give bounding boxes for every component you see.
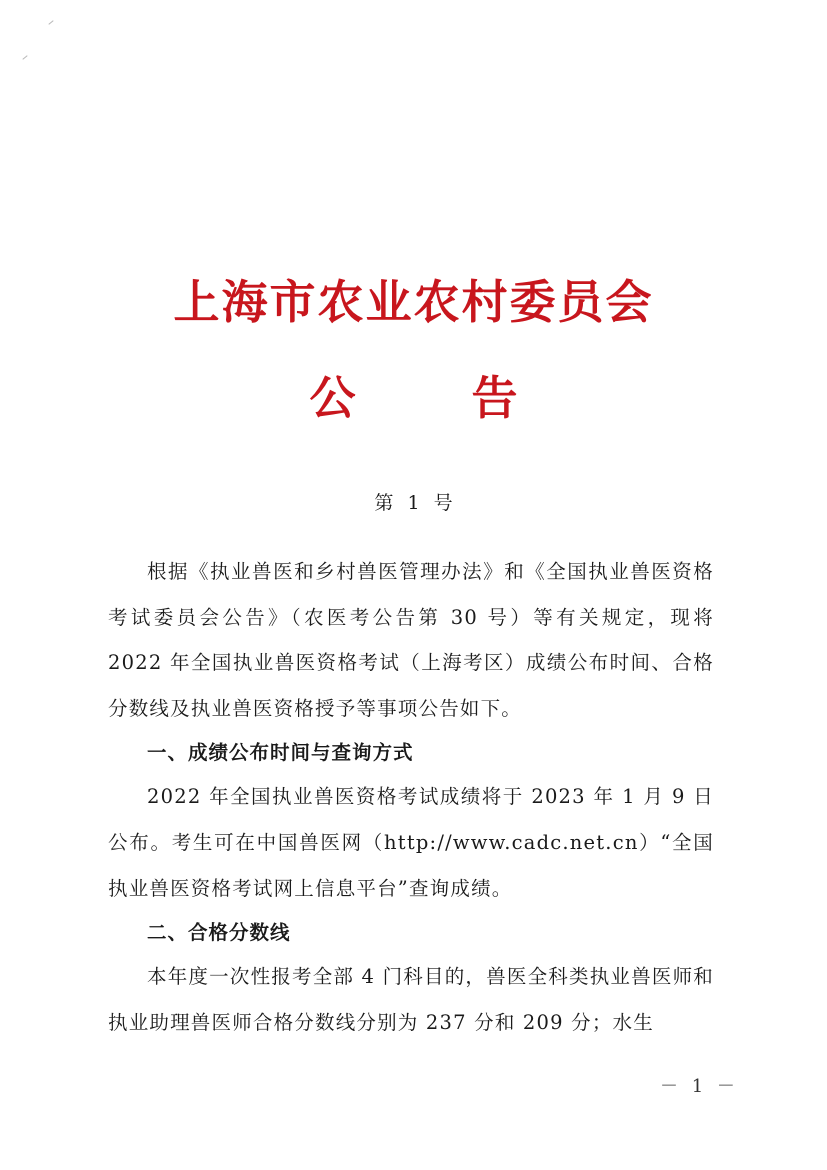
document-body xyxy=(108,549,714,1045)
section-1-paragraph: 2022 年全国执业兽医资格考试成绩将于 2023 年 1 月 9 日公布。考生可在中国兽医网（http://www.cadc.net.cn）“全国执业兽医资格考试网上信息平台”查询成绩。 xyxy=(108,785,714,900)
page-number: － 1 － xyxy=(660,1076,739,1097)
scan-speck xyxy=(22,55,27,60)
organization-title: 上海市农业农村委员会 xyxy=(173,275,654,329)
intro-paragraph: 根据《执业兽医和乡村兽医管理办法》和《全国执业兽医资格考试委员会公告》（农医考公告第 30 号）等有关规定，现将 2022 年全国执业兽医资格考试（上海考区）成绩公布时间、合格分数线及执业兽医资格授予等事项公告如下。 xyxy=(108,560,714,720)
scan-speck xyxy=(48,20,53,25)
document-number: 第 1 号 xyxy=(374,492,453,514)
section-heading-2: 二、合格分数线 xyxy=(147,921,291,945)
section-heading-1: 一、成绩公布时间与查询方式 xyxy=(147,741,414,765)
document-type-title: 公 告 xyxy=(309,371,568,425)
section-2-paragraph: 本年度一次性报考全部 4 门科目的，兽医全科类执业兽医师和执业助理兽医师合格分数线分别为 237 分和 209 分；水生 xyxy=(108,965,714,1034)
